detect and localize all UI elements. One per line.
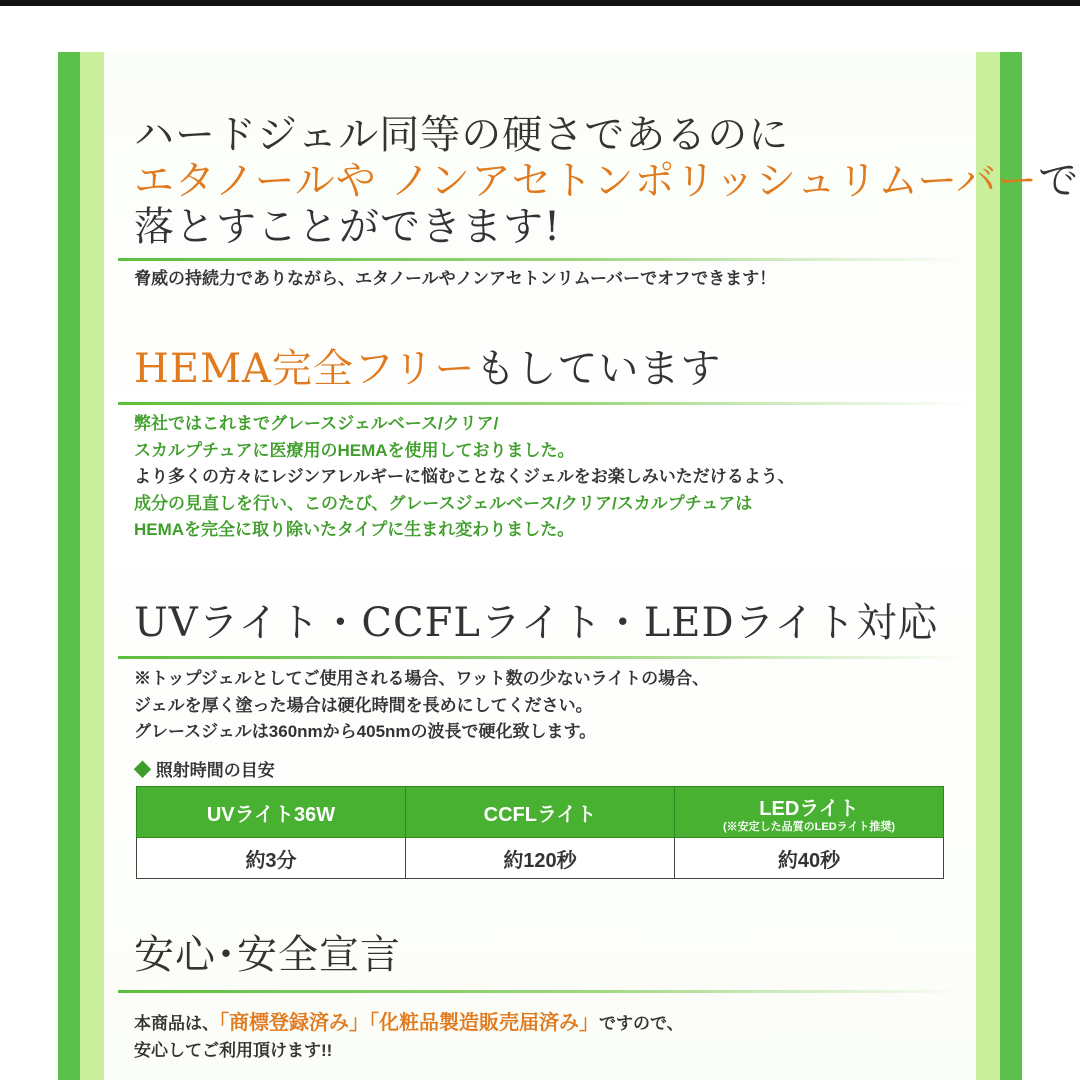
table-header-row bbox=[137, 787, 944, 838]
safety-suffix: ですので、 bbox=[599, 1014, 684, 1033]
hema-line-3: より多くの方々にレジンアレルギーに悩むことなくジェルをお楽しみいただけるよう、 bbox=[134, 467, 795, 486]
safety-line-2: 安心してご利用頂けます!! bbox=[134, 1040, 333, 1060]
hema-free-highlight: HEMA完全フリー bbox=[134, 346, 476, 392]
hema-free-title-rest: もしています bbox=[475, 346, 722, 392]
header-uv-light: UVライト36W bbox=[137, 787, 406, 838]
section-divider bbox=[118, 402, 968, 405]
section-divider bbox=[118, 258, 968, 261]
headline-line-2 bbox=[134, 158, 1079, 204]
safety-prefix: 本商品は、 bbox=[134, 1014, 219, 1033]
headline-highlight-remover: エタノールや ノンアセトンポリッシュリムーバー bbox=[134, 158, 1039, 204]
curing-time-table bbox=[136, 786, 944, 879]
hema-description bbox=[134, 411, 795, 544]
value-ccfl-light: 約120秒 bbox=[406, 838, 675, 879]
table-caption bbox=[134, 758, 275, 785]
hema-line-2: スカルプチュアに医療用のHEMAを使用しておりました。 bbox=[134, 440, 575, 460]
headline-line-3: 落とすことができます! bbox=[134, 204, 562, 250]
section-removable-headline bbox=[134, 112, 1079, 250]
diamond-bullet-icon: ◆ bbox=[134, 761, 151, 780]
table-row bbox=[137, 838, 944, 879]
curing-note-2: ジェルを厚く塗った場合は硬化時間を長めにしてください。 bbox=[134, 695, 593, 715]
removable-description: 脅威の持続力でありながら、エタノールやノンアセトンリムーバーでオフできます！ bbox=[134, 269, 777, 288]
value-uv-light: 約3分 bbox=[137, 838, 406, 879]
light-compatibility-title: UVライト・CCFLライト・LEDライト対応 bbox=[134, 600, 939, 646]
hema-free-title bbox=[134, 346, 721, 392]
header-led-light bbox=[675, 787, 944, 838]
curing-notes bbox=[134, 666, 709, 746]
safety-description bbox=[134, 1010, 684, 1064]
hema-line-1: 弊社ではこれまでグレースジェルベース/クリア/ bbox=[134, 414, 499, 433]
curing-note-3: グレースジェルは360nmから405nmの波長で硬化致します。 bbox=[134, 722, 597, 741]
headline-line-2-rest: で bbox=[1038, 158, 1080, 204]
header-led-note: (※安定した品質のLEDライト推奨) bbox=[723, 820, 895, 833]
header-led-label: LEDライト bbox=[759, 797, 859, 820]
section-divider bbox=[118, 656, 968, 659]
top-border bbox=[0, 0, 1080, 6]
value-led-light: 約40秒 bbox=[675, 838, 944, 879]
cosmetic-registration-badge: 「化粧品製造販売届済み」 bbox=[369, 1012, 599, 1034]
hema-line-4: 成分の見直しを行い、このたび、グレースジェルベース/クリア/スカルプチュアは bbox=[134, 493, 753, 513]
curing-note-1: ※トップジェルとしてご使用される場合、ワット数の少ないライトの場合、 bbox=[134, 669, 710, 688]
safety-declaration-title: 安心･安全宣言 bbox=[134, 932, 401, 978]
left-stripe-dark bbox=[58, 52, 80, 1080]
section-divider bbox=[118, 990, 968, 993]
headline-line-1: ハードジェル同等の硬さであるのに bbox=[134, 112, 790, 158]
trademark-badge: 「商標登録済み」 bbox=[219, 1012, 369, 1034]
safety-line-1 bbox=[134, 1010, 684, 1038]
left-stripe-light bbox=[80, 52, 104, 1080]
hema-line-5: HEMAを完全に取り除いたタイプに生まれ変わりました。 bbox=[134, 520, 575, 539]
table-caption-text: 照射時間の目安 bbox=[155, 761, 275, 780]
header-ccfl-light: CCFLライト bbox=[406, 787, 675, 838]
